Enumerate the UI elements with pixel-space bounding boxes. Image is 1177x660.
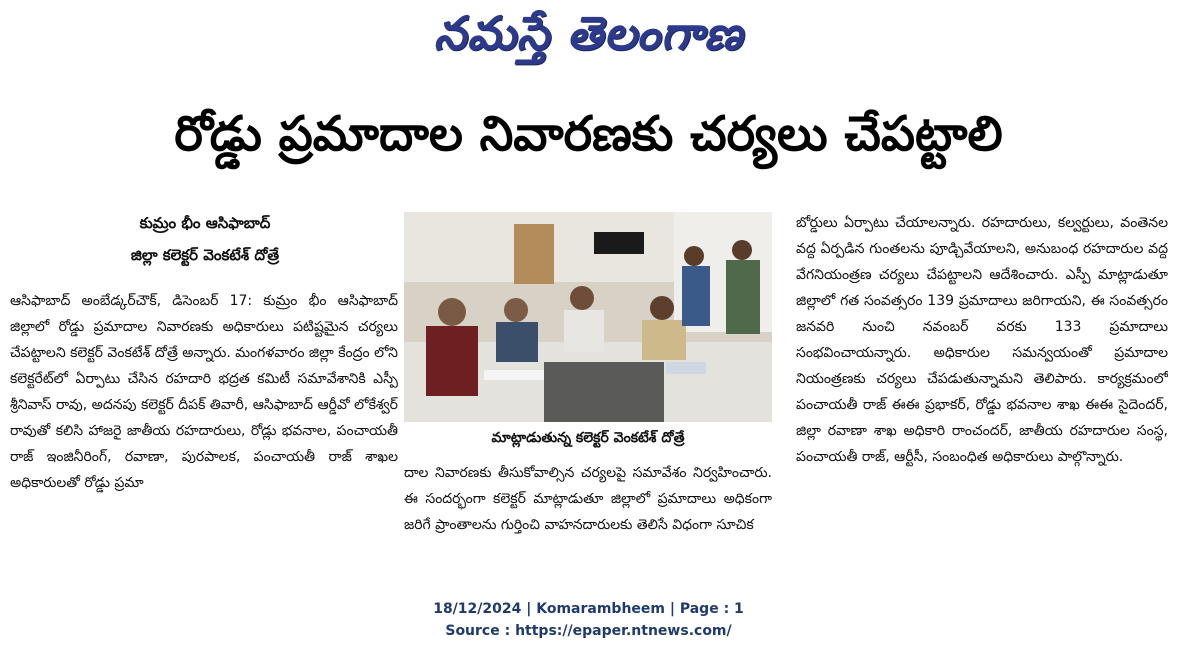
article-text-col2: దాల నివారణకు తీసుకోవాల్సిన చర్యలపై సమావేశం నిర్వహించారు. ఈ సందర్భంగా కలెక్టర్ మాట్లాడుతూ జిల్లాలో ప్రమాదాలు అధికంగా జరిగే ప్రాంతాలను గుర్తించి వాహనదారులకు తెలిసే విధంగా సూచిక: [404, 465, 772, 533]
meeting-photo-image: [404, 212, 772, 422]
article-column-1: [10, 288, 398, 578]
article-text-col3: బోర్డులు ఏర్పాటు చేయాలన్నారు. రహదారులు, కల్వర్టులు, వంతెనల వద్ద ఏర్పడిన గుంతలను పూడ్చివేయాలని, అనుబంధ రహదారుల వద్ద వేగనియంత్రణ చర్యలు చేపట్టాలని ఆదేశించారు. ఎస్పీ మాట్లాడుతూ జిల్లాలో గత సంవత్సరం 139 ప్రమాదాలు జరిగాయని, ఈ సంవత్సరం జనవరి నుంచి నవంబర్ వరకు 133 ప్రమాదాలు సంభవించాయన్నారు. అధికారుల సమన్వయంతో ప్రమాదాల నియంత్రణకు చర్యలు చేపడుతున్నామని తెలిపారు. కార్యక్రమంలో పంచాయతీ రాజ్ ఈఈ ప్రభాకర్, రోడ్డు భవనాల శాఖ ఈఈ సైదెందర్, జిల్లా రవాణా శాఖ అధికారి రాంచందర్, జాతీయ రహదారుల సంస్థ, పంచాయతీ రాజ్, ఆర్టీసీ, సంబంధిత అధికారులు పాల్గొన్నారు.: [796, 215, 1168, 465]
byline-person: జిల్లా కలెక్టర్ వెంకటేశ్ దోత్రే: [130, 246, 280, 264]
newspaper-masthead: [0, 6, 1177, 72]
article-text-col1: ఆసిఫాబాద్ అంబేడ్కర్‌చౌక్, డిసెంబర్ 17: కుమ్రం భీం ఆసిఫాబాద్ జిల్లాలో రోడ్డు ప్రమాదాల నివారణకు అధికారులు పటిష్టమైన చర్యలు చేపట్టాలని కలెక్టర్ వెంకటేశ్ దోత్రే అన్నారు. మంగళవారం జిల్లా కేంద్రం లోని కలెక్టరేట్‌లో ఏర్పాటు చేసిన రహదారి భద్రత కమిటీ సమావేశానికి ఎస్పీ శ్రీనివాస్ రావు, అదనపు కలెక్టర్ దీపక్ తివారీ, ఆసిఫాబాద్ ఆర్డీవో లోకేశ్వర్ రావుతో కలిసి హాజరై జాతీయ రహదారులు, రోడ్లు భవనాల, పంచాయతీ రాజ్ ఇంజినీరింగ్, రవాణా, పురపాలక, పంచాయతీ రాజ్ శాఖల అధికారులతో రోడ్డు ప్రమా: [10, 293, 398, 491]
byline-location: కుమ్రం భీం ఆసిఫాబాద్: [139, 214, 271, 232]
article-headline: రోడ్డు ప్రమాదాల నివారణకు చర్యలు చేపట్టాలి: [174, 106, 1003, 162]
article-column-3: [796, 210, 1168, 578]
photo-caption: మాట్లాడుతున్న కలెక్టర్ వెంకటేశ్ దోత్రే: [491, 430, 685, 446]
article-photo: [404, 212, 772, 422]
article-column-2: [404, 460, 772, 576]
masthead-title: నమస్తే తెలంగాణ: [433, 6, 744, 60]
footer-source: Source : https://epaper.ntnews.com/: [445, 623, 732, 639]
footer-date-page: 18/12/2024 | Komarambheem | Page : 1: [433, 601, 744, 617]
